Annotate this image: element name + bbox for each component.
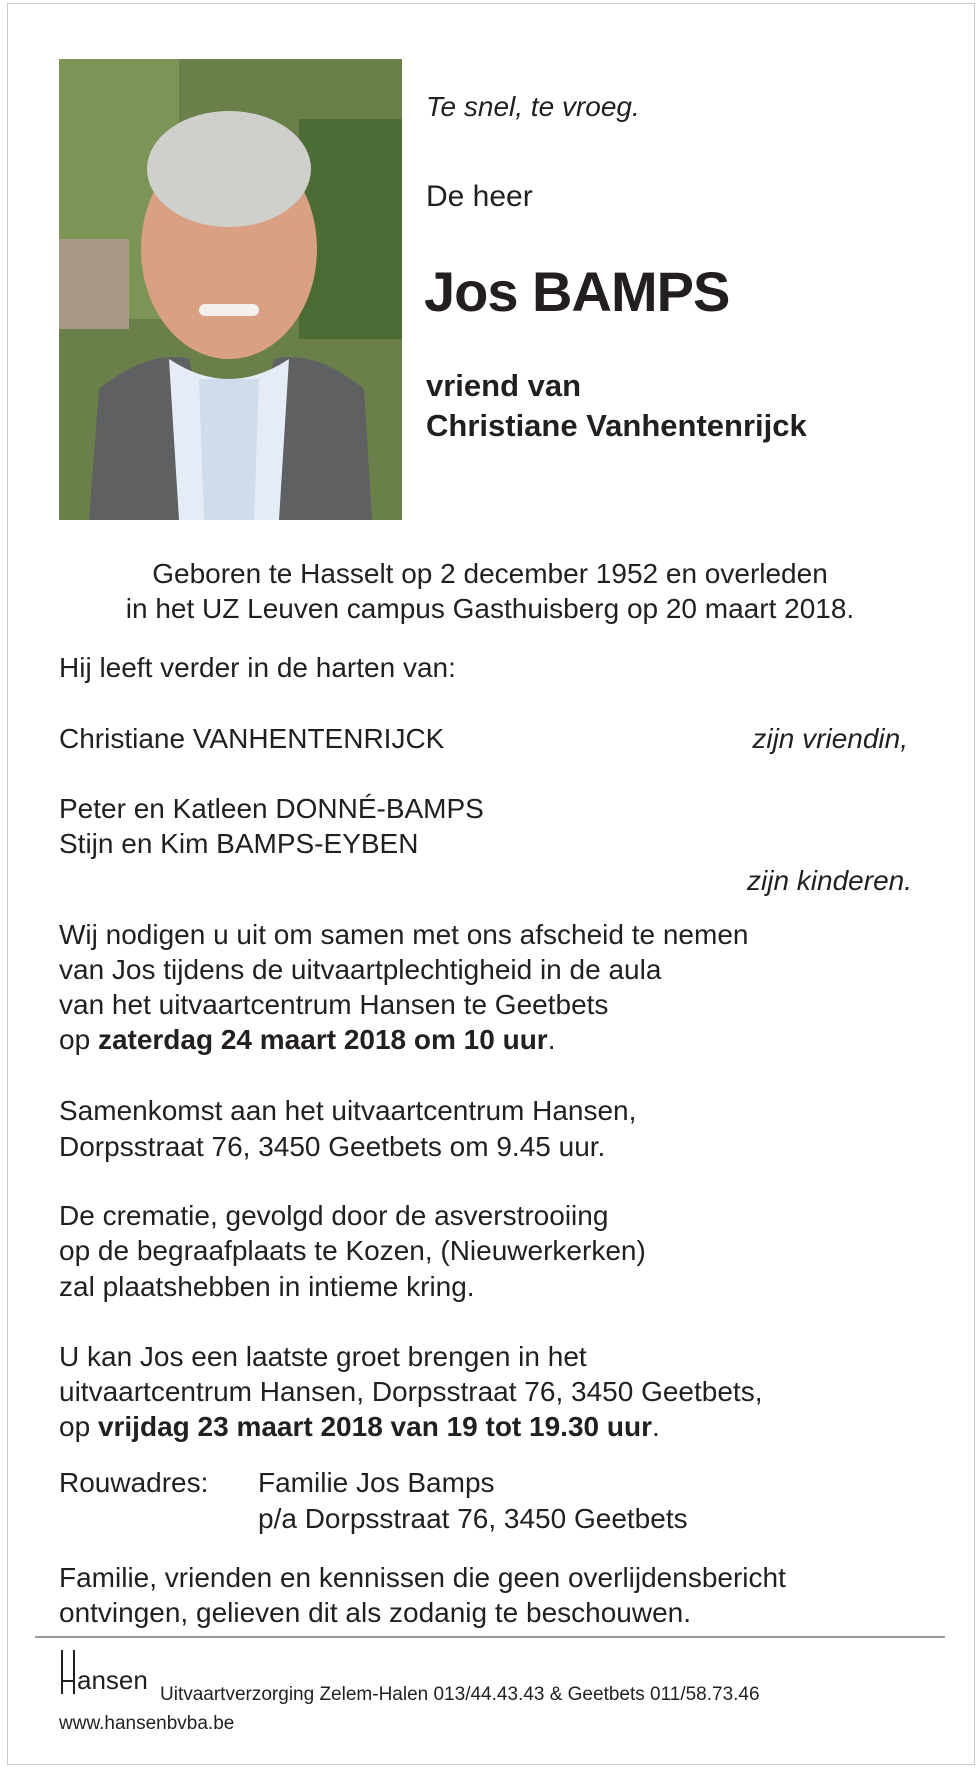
portrait-photo [59, 59, 402, 520]
hansen-logo-text: ansen [77, 1665, 148, 1695]
mourning-address-line-1: Familie Jos Bamps [258, 1467, 495, 1498]
cremation-line-3: zal plaatshebben in intieme kring. [59, 1271, 475, 1302]
mourning-address-line-2: p/a Dorpsstraat 76, 3450 Geetbets [258, 1503, 688, 1534]
website-link[interactable]: www.hansenbvba.be [59, 1713, 235, 1734]
gathering-line-2: Dorpsstraat 76, 3450 Geetbets om 9.45 uur. [59, 1131, 606, 1162]
closing-line-2: ontvingen, gelieven dit als zodanig te beschouwen. [59, 1597, 691, 1628]
invitation-prefix: op [59, 1024, 98, 1055]
invitation-suffix: . [547, 1024, 556, 1055]
hansen-logo-mark [59, 1650, 79, 1694]
gathering-line-1: Samenkomst aan het uitvaartcentrum Hansen, [59, 1095, 637, 1126]
child-line-2: Stijn en Kim BAMPS-EYBEN [59, 828, 419, 859]
visitation-suffix: . [652, 1411, 660, 1442]
invitation-line-4 [59, 1023, 555, 1057]
partner-name: Christiane VANHENTENRIJCK [59, 723, 445, 754]
relation-line-2: Christiane Vanhentenrijck [426, 408, 807, 443]
closing-line-1: Familie, vrienden en kennissen die geen overlijdensbericht [59, 1562, 786, 1593]
birth-death-line-1: Geboren te Hasselt op 2 december 1952 en overleden [152, 558, 828, 589]
relation-line-1: vriend van [426, 368, 582, 403]
child-line-1: Peter en Katleen DONNÉ-BAMPS [59, 793, 484, 824]
invitation-line-1: Wij nodigen u uit om samen met ons afscheid te nemen [59, 919, 749, 950]
epigraph: Te snel, te vroeg. [426, 91, 640, 122]
cremation-line-2: op de begraafplaats te Kozen, (Nieuwerkerken) [59, 1235, 646, 1266]
visitation-line-3 [59, 1410, 660, 1444]
honorific: De heer [426, 180, 533, 213]
visitation-line-1: U kan Jos een laatste groet brengen in het [59, 1341, 587, 1372]
invitation-line-3: van het uitvaartcentrum Hansen te Geetbets [59, 989, 609, 1020]
children-role: zijn kinderen. [747, 865, 912, 896]
portrait-illustration [59, 59, 402, 520]
mourning-address-label: Rouwadres: [59, 1467, 209, 1498]
visitation-line-2: uitvaartcentrum Hansen, Dorpsstraat 76, 3450 Geetbets, [59, 1376, 763, 1407]
footer-divider [35, 1636, 945, 1638]
cremation-line-1: De crematie, gevolgd door de asverstrooiing [59, 1200, 609, 1231]
funeral-date-time: zaterdag 24 maart 2018 om 10 uur [97, 1024, 548, 1055]
survived-intro: Hij leeft verder in de harten van: [59, 652, 456, 683]
company-line: Uitvaartverzorging Zelem-Halen 013/44.43.43 & Geetbets 011/58.73.46 [160, 1684, 760, 1705]
partner-role: zijn vriendin, [752, 723, 908, 754]
invitation-line-2: van Jos tijdens de uitvaartplechtigheid in de aula [59, 954, 662, 985]
deceased-name: Jos BAMPS [424, 260, 730, 323]
birth-death-line-2: in het UZ Leuven campus Gasthuisberg op 20 maart 2018. [125, 593, 855, 624]
visitation-prefix: op [59, 1411, 98, 1442]
visitation-date-time: vrijdag 23 maart 2018 van 19 tot 19.30 uur [97, 1411, 652, 1442]
